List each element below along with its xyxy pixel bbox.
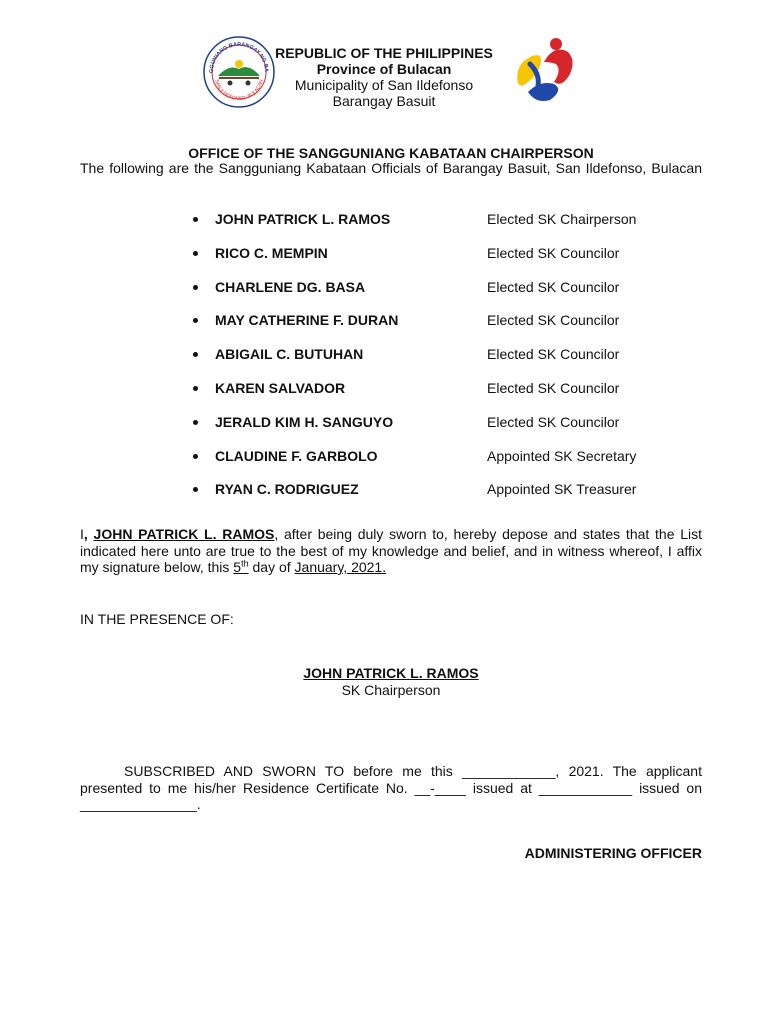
official-position: Elected SK Councilor [487, 413, 620, 430]
official-name: CLAUDINE F. GARBOLO [215, 447, 378, 464]
presence-label: IN THE PRESENCE OF: [80, 611, 234, 627]
official-row [0, 279, 768, 297]
sk-logo-icon [510, 34, 582, 106]
letterhead-text [0, 45, 768, 109]
province-title: Province of Bulacan [316, 61, 452, 77]
official-position: Elected SK Councilor [487, 278, 620, 295]
bullet-icon [193, 420, 198, 425]
official-row [0, 481, 768, 499]
oath-paragraph [80, 526, 702, 576]
official-row [0, 211, 768, 229]
seal-top-text: GGUNIANG BARANGAY NG BA [208, 41, 270, 74]
official-position: Elected SK Councilor [487, 380, 620, 396]
letterhead [0, 34, 768, 161]
barangay-title: Barangay Basuit [332, 93, 436, 109]
sworn-paragraph [80, 763, 702, 813]
bullet-icon [193, 251, 198, 256]
oath-body: , after being duly sworn to, hereby depose and states that the List indicated here unto are true to the best of my knowledge and belief, and in witness whereof, I affix my signature below, this [80, 526, 703, 575]
official-row [0, 312, 768, 330]
official-row [0, 245, 768, 263]
bullet-icon [193, 318, 198, 323]
official-row [0, 414, 768, 432]
bullet-icon [193, 217, 198, 222]
official-position: Elected SK Councilor [487, 244, 620, 261]
official-name: JERALD KIM H. SANGUYO [215, 413, 394, 430]
official-row [0, 380, 768, 398]
oath-comma: , [83, 526, 88, 542]
oath-prefix: I [80, 526, 84, 542]
official-name: KAREN SALVADOR [215, 380, 346, 396]
office-title: OFFICE OF THE SANGGUNIANG KABATAAN CHAIRPERSON [188, 145, 594, 161]
official-name: RICO C. MEMPIN [215, 244, 328, 261]
intro-text: The following are the Sangguniang Kabataan Officials of Barangay Basuit, San Ildefonso, Bulacan [80, 160, 702, 176]
signatory-name: JOHN PATRICK L. RAMOS [303, 665, 479, 681]
official-name: ABIGAIL C. BUTUHAN [215, 346, 364, 363]
bullet-icon [193, 386, 198, 391]
municipality-title: Municipality of San Ildefonso [294, 77, 474, 93]
bullet-icon [193, 352, 198, 357]
official-position: Elected SK Councilor [487, 346, 620, 363]
bullet-icon [193, 487, 198, 492]
oath-day: 5th [233, 558, 249, 575]
administering-officer-label: ADMINISTERING OFFICER [524, 845, 702, 861]
bullet-icon [193, 454, 198, 459]
official-name: RYAN C. RODRIGUEZ [215, 481, 359, 498]
official-name: MAY CATHERINE F. DURAN [215, 312, 399, 329]
official-position: Appointed SK Treasurer [487, 481, 637, 498]
signatory-title: SK Chairperson [341, 681, 441, 698]
official-position: Elected SK Chairperson [487, 211, 637, 227]
signature-block [0, 665, 768, 698]
bullet-icon [193, 285, 198, 290]
republic-title: REPUBLIC OF THE PHILIPPINES [275, 45, 493, 61]
seal-bottom-text: SAN ILDEFONSO, BULACAN [213, 78, 265, 103]
official-row [0, 448, 768, 466]
official-position: Appointed SK Secretary [487, 447, 637, 464]
sworn-text: SUBSCRIBED AND SWORN TO before me this ____________, 2021. The applicant presented to me his/her Residence Certificate No. __-____ issued at ____________ issued on _______________. [80, 763, 702, 812]
official-name: CHARLENE DG. BASA [215, 278, 366, 295]
official-name: JOHN PATRICK L. RAMOS [215, 211, 391, 227]
oath-day-of: day of [248, 559, 295, 575]
oath-date: January, 2021. [294, 559, 387, 575]
oath-name: JOHN PATRICK L. RAMOS [93, 526, 275, 542]
official-position: Elected SK Councilor [487, 312, 620, 329]
official-row [0, 346, 768, 364]
